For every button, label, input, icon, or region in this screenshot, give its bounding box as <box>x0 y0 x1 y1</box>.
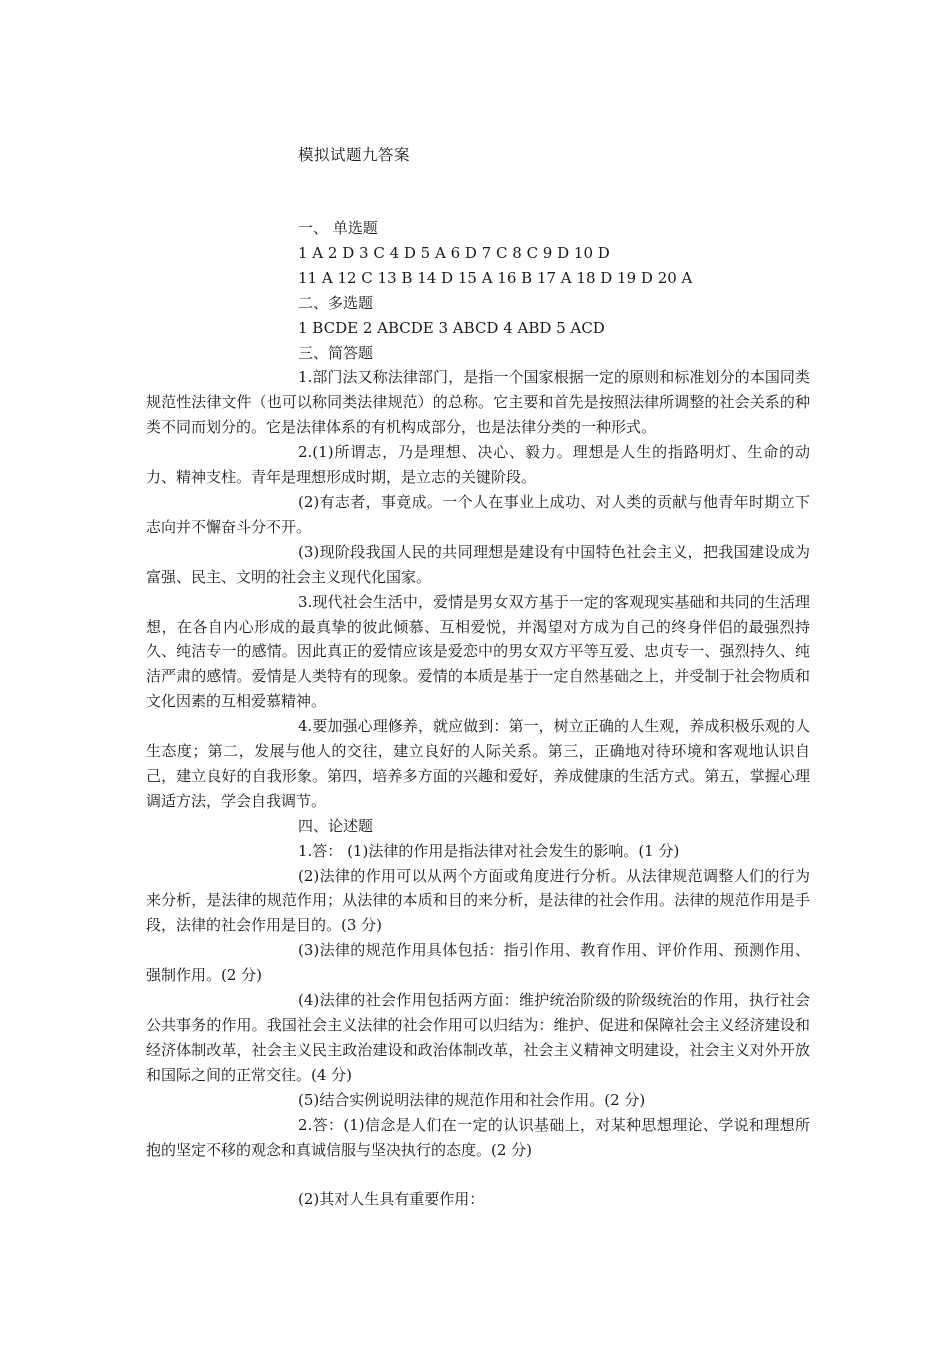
document-title: 模拟试题九答案 <box>298 146 411 164</box>
answer-paragraph: (2)法律的作用可以从两个方面或角度进行分析。从法律规范调整人们的行为来分析，是法律的规范作用；从法律的本质和目的来分析，是法律的社会作用。法律的规范作用是手段，法律的社会作用是目的。(3 分) <box>146 866 810 935</box>
answer-line: 11 A 12 C 13 B 14 D 15 A 16 B 17 A 18 D 19 D 20 A <box>298 268 693 287</box>
answer-paragraph: (3)现阶段我国人民的共同理想是建设有中国特色社会主义，把我国建设成为富强、民主、文明的社会主义现代化国家。 <box>146 542 810 586</box>
section-heading-single-choice: 一、 单选题 <box>298 219 378 237</box>
answer-paragraph: 2.答：(1)信念是人们在一定的认识基础上，对某种思想理论、学说和理想所抱的坚定不移的观念和真诚信服与坚决执行的态度。(2 分) <box>146 1115 810 1159</box>
answer-line: 1 BCDE 2 ABCDE 3 ABCD 4 ABD 5 ACD <box>298 318 605 337</box>
section-heading-essay: 四、论述题 <box>298 816 374 835</box>
answer-paragraph: 2.(1)所谓志，乃是理想、决心、毅力。理想是人生的指路明灯、生命的动力、精神支柱。青年是理想形成时期，是立志的关键阶段。 <box>146 443 810 487</box>
answer-line: 1 A 2 D 3 C 4 D 5 A 6 D 7 C 8 C 9 D 10 D <box>298 243 610 262</box>
answer-paragraph: 1.答： (1)法律的作用是指法律对社会发生的影响。(1 分) <box>298 841 680 860</box>
answer-paragraph: (3)法律的规范作用具体包括：指引作用、教育作用、评价作用、预测作用、强制作用。(2 分) <box>146 941 810 985</box>
blank-gap <box>146 1162 810 1187</box>
answer-paragraph: (2)有志者，事竟成。一个人在事业上成功、对人类的贡献与他青年时期立下志向并不懈奋斗分不开。 <box>146 492 810 536</box>
answer-paragraph: (2)其对人生具有重要作用： <box>298 1190 485 1209</box>
document-body <box>146 216 810 1212</box>
section-heading-short-answer: 三、简答题 <box>298 343 374 362</box>
answer-paragraph: 3.现代社会生活中，爱情是男女双方基于一定的客观现实基础和共同的生活理想，在各自内心形成的最真挚的彼此倾慕、互相爱悦，并渴望对方成为自己的终身伴侣的最强烈持久、纯洁专一的感情。因此真正的爱情应该是爱恋中的男女双方平等互爱、忠贞专一、强烈持久、纯洁严肃的感情。爱情是人类特有的现象。爱情的本质是基于一定自然基础之上，并受制于社会物质和文化因素的互相爱慕精神。 <box>146 592 810 711</box>
answer-paragraph: (4)法律的社会作用包括两方面：维护统治阶级的阶级统治的作用，执行社会公共事务的作用。我国社会主义法律的社会作用可以归结为：维护、促进和保障社会主义经济建设和经济体制改革，社会主义民主政治建设和政治体制改革，社会主义精神文明建设，社会主义对外开放和国际之间的正常交往。(4 分) <box>146 991 810 1084</box>
answer-paragraph: 1.部门法又称法律部门，是指一个国家根据一定的原则和标准划分的本国同类规范性法律文件（也可以称同类法律规范）的总称。它主要和首先是按照法律所调整的社会关系的种类不同而划分的。它是法律体系的有机构成部分，也是法律分类的一种形式。 <box>146 368 810 437</box>
answer-paragraph: (5)结合实例说明法律的规范作用和社会作用。(2 分) <box>298 1090 646 1109</box>
section-heading-multi-choice: 二、多选题 <box>298 293 374 312</box>
answer-paragraph: 4.要加强心理修养，就应做到：第一，树立正确的人生观，养成积极乐观的人生态度；第二，发展与他人的交往，建立良好的人际关系。第三，正确地对待环境和客观地认识自己，建立良好的自我形象。第四，培养多方面的兴趣和爱好，养成健康的生活方式。第五，掌握心理调适方法，学会自我调节。 <box>146 717 810 810</box>
